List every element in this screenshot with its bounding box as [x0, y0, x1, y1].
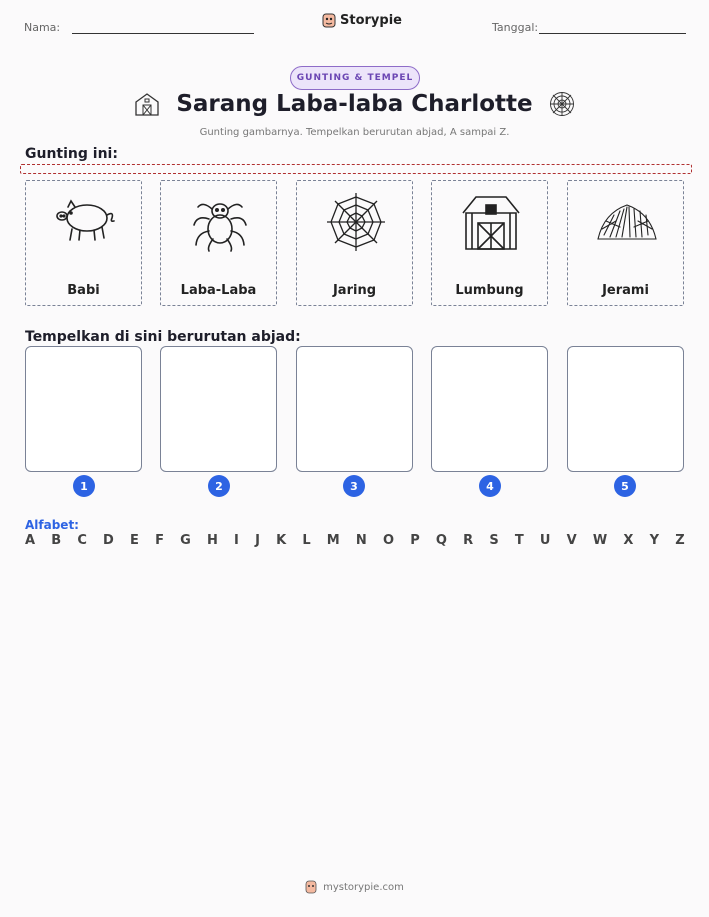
alphabet-letter: Z: [675, 533, 685, 548]
slot-number: 4: [479, 475, 501, 497]
card-label: Babi: [67, 283, 100, 298]
alphabet-letter: P: [410, 533, 420, 548]
alphabet-letter: F: [155, 533, 164, 548]
alphabet-letter: A: [25, 533, 36, 548]
alphabet-letter: D: [103, 533, 114, 548]
alphabet-label: Alfabet:: [25, 518, 79, 532]
alphabet-letter: Y: [649, 533, 660, 548]
alphabet-letter: N: [355, 533, 367, 548]
barn-icon: [460, 191, 522, 253]
slot-number: 5: [614, 475, 636, 497]
footer-site[interactable]: mystorypie.com: [323, 881, 404, 893]
cut-line: [20, 164, 692, 174]
cut-card-pig[interactable]: [25, 180, 142, 306]
title-row: [0, 91, 709, 117]
spider-icon: [189, 191, 251, 253]
instructions: Gunting gambarnya. Tempelkan berurutan abjad, A sampai Z.: [199, 127, 510, 138]
cut-heading: Gunting ini:: [25, 146, 118, 162]
card-label: Lumbung: [455, 283, 524, 298]
alphabet-letter: U: [539, 533, 551, 548]
cut-card-barn[interactable]: [431, 180, 548, 306]
alphabet-letter: X: [623, 533, 634, 548]
paste-slot-1[interactable]: [25, 346, 142, 472]
alphabet-letter: R: [463, 533, 474, 548]
card-label: Jerami: [602, 283, 649, 298]
card-label: Laba-Laba: [180, 283, 257, 298]
alphabet-letter: K: [276, 533, 287, 548]
activity-badge: GUNTING & TEMPEL: [290, 66, 420, 90]
date-line[interactable]: [539, 33, 686, 34]
alphabet-row: [25, 533, 685, 548]
alphabet-letter: H: [206, 533, 218, 548]
paste-slot-5[interactable]: [567, 346, 684, 472]
alphabet-letter: O: [382, 533, 395, 548]
alphabet-letter: M: [326, 533, 340, 548]
paste-slot-2[interactable]: [160, 346, 277, 472]
slot-number: 2: [208, 475, 230, 497]
alphabet-letter: I: [234, 533, 239, 548]
footer: [0, 880, 709, 894]
alphabet-letter: W: [592, 533, 608, 548]
cut-card-web[interactable]: [296, 180, 413, 306]
alphabet-letter: E: [130, 533, 139, 548]
alphabet-letter: Q: [435, 533, 447, 548]
brand-logo: [322, 12, 402, 28]
alphabet-letter: T: [514, 533, 524, 548]
alphabet-letter: C: [77, 533, 87, 548]
card-label: Jaring: [332, 283, 377, 298]
slot-number: 3: [343, 475, 365, 497]
alphabet-letter: S: [489, 533, 499, 548]
alphabet-letter: G: [180, 533, 191, 548]
slot-number: 1: [73, 475, 95, 497]
spiderweb-icon: [549, 91, 575, 117]
barn-icon: [134, 92, 160, 116]
name-line[interactable]: [72, 33, 254, 34]
date-label: Tanggal:: [492, 21, 539, 34]
page-title: Sarang Laba-laba Charlotte: [176, 91, 533, 117]
brand-name: Storypie: [340, 12, 402, 28]
alphabet-letter: V: [566, 533, 577, 548]
paste-slot-4[interactable]: [431, 346, 548, 472]
spiderweb-icon: [325, 191, 387, 253]
alphabet-letter: J: [255, 533, 260, 548]
alphabet-letter: B: [51, 533, 62, 548]
name-label: Nama:: [24, 21, 61, 34]
storypie-mascot-icon: [305, 880, 317, 894]
paste-slot-3[interactable]: [296, 346, 413, 472]
cut-card-hay[interactable]: [567, 180, 684, 306]
alphabet-letter: L: [302, 533, 311, 548]
cut-card-spider[interactable]: [160, 180, 277, 306]
paste-heading: Tempelkan di sini berurutan abjad:: [25, 329, 301, 345]
storypie-mascot-icon: [322, 12, 336, 28]
pig-icon: [54, 191, 116, 253]
hay-icon: [596, 191, 658, 253]
